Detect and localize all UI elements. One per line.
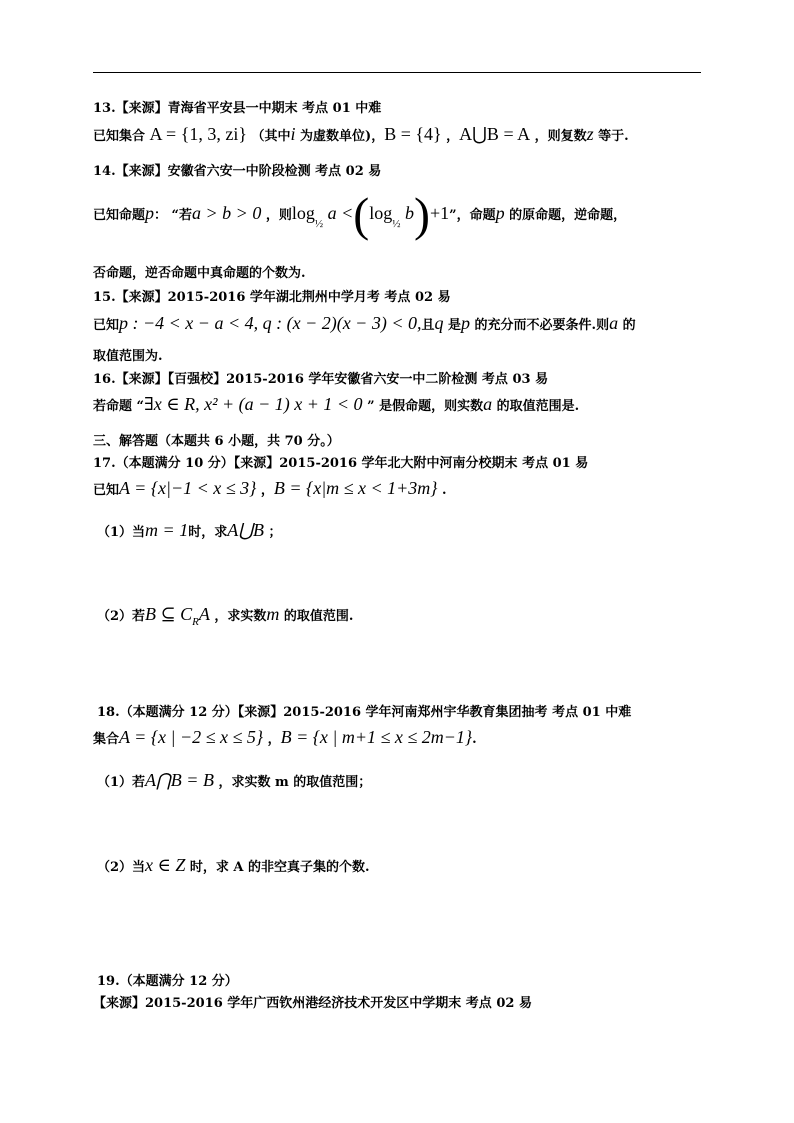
q18-part2: （2）当x ∈ Z 时，求 A 的非空真子集的个数.	[97, 855, 370, 875]
q14-line2: 否命题，逆否命题中真命题的个数为.	[93, 266, 306, 281]
section-heading: 三、解答题（本题共 6 小题，共 70 分。）	[93, 434, 340, 449]
q18-part1: （1）若A⋂B = B ，求实数 m 的取值范围；	[97, 770, 372, 790]
q18-set-b: B = {x | m+1 ≤ x ≤ 2m−1}	[280, 727, 473, 747]
q13-set-a: A = {1, 3, zi}	[149, 124, 247, 144]
q17-set-a: A = {x|−1 < x ≤ 3}	[119, 478, 257, 498]
q13-body: 已知集合 A = {1, 3, zi} （其中i 为虚数单位)，B = {4} ，A⋃B = A ，则复数z 等于.	[93, 124, 629, 144]
q16-heading: 16.【来源】【百强校】2015-2016 学年安徽省六安一中二阶检测 考点 03 易	[93, 372, 549, 387]
q19-heading: 19.（本题满分 12 分）	[97, 974, 238, 989]
q14-log2: log	[369, 203, 393, 223]
q16-body: 若命题 “∃x ∈ R, x² + (a − 1) x + 1 < 0 ” 是假命题，则实数a 的取值范围是.	[93, 394, 580, 414]
q15-line2: 取值范围为.	[93, 349, 163, 364]
q17-heading: 17.（本题满分 10 分）【来源】2015-2016 学年北大附中河南分校期末 考点 01 易	[93, 456, 589, 471]
q14-heading: 14.【来源】安徽省六安一中阶段检测 考点 02 易	[93, 164, 382, 179]
q13-heading: 13.【来源】青海省平安县一中期末 考点 01 中难	[93, 101, 382, 116]
q16-expr: ∃x ∈ R, x² + (a − 1) x + 1 < 0	[144, 394, 363, 414]
q17-body: 已知A = {x|−1 < x ≤ 3} ，B = {x|m ≤ x < 1+3m} .	[93, 478, 447, 498]
q14-condition: a > b > 0	[192, 203, 262, 223]
q17-part1: （1）当m = 1时，求A⋃B ；	[97, 520, 282, 540]
q15-expr: p : −4 < x − a < 4, q : (x − 2)(x − 3) < 0,	[119, 313, 422, 333]
q17-set-b: B = {x|m ≤ x < 1+3m}	[273, 478, 438, 498]
q13-set-b: B = {4}	[384, 124, 442, 144]
header-rule	[93, 72, 701, 73]
q14-body: 已知命题p： “若a > b > 0 ，则$\log_{\frac{1}{2}} a <(\log_{\frac{1}{2}}$ b)+1”，命题p 的原命题，逆命题，	[93, 188, 627, 242]
q14-log1: log	[291, 203, 315, 223]
q19-source: 【来源】2015-2016 学年广西钦州港经济技术开发区中学期末 考点 02 易	[93, 996, 532, 1011]
q15-body: 已知p : −4 < x − a < 4, q : (x − 2)(x − 3) < 0,且q 是p 的充分而不必要条件.则a 的	[93, 313, 636, 333]
q18-heading: 18.（本题满分 12 分）【来源】2015-2016 学年河南郑州宇华教育集团抽考 考点 01 中难	[97, 705, 632, 720]
q18-body: 集合A = {x | −2 ≤ x ≤ 5} ，B = {x | m+1 ≤ x ≤ 2m−1}.	[93, 727, 477, 747]
q17-part2: （2）若B ⊆ $C_RA$ ，求实数m 的取值范围.	[97, 604, 354, 628]
q15-heading: 15.【来源】2015-2016 学年湖北荆州中学月考 考点 02 易	[93, 290, 451, 305]
q13-union: A⋃B = A	[459, 124, 531, 144]
q18-set-a: A = {x | −2 ≤ x ≤ 5}	[119, 727, 264, 747]
